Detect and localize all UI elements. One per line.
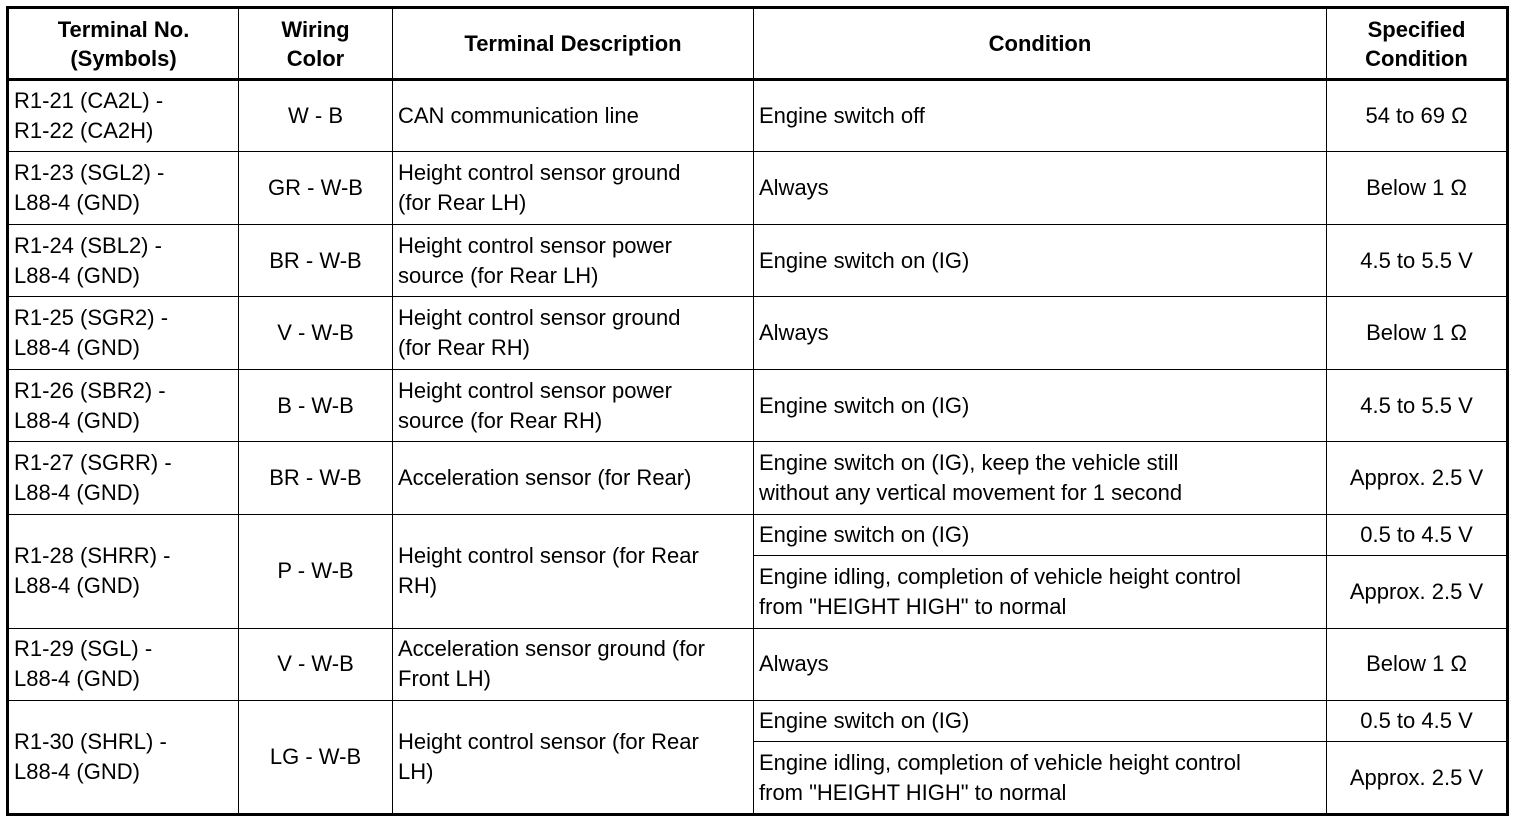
specified-condition-cell: 4.5 to 5.5 V [1327, 224, 1508, 296]
header-wiring-color: Wiring Color [239, 8, 393, 80]
condition-cell: Engine switch off [754, 80, 1327, 152]
terminal-cell: R1-30 (SHRL) - L88-4 (GND) [8, 701, 239, 815]
terminal-cell: R1-27 (SGRR) - L88-4 (GND) [8, 442, 239, 514]
condition-cell: Always [754, 152, 1327, 224]
specified-condition-cell: Approx. 2.5 V [1327, 442, 1508, 514]
table-row [8, 152, 1508, 224]
condition-cell: Engine idling, completion of vehicle height control from "HEIGHT HIGH" to normal [754, 742, 1327, 815]
header-terminal-description: Terminal Description [393, 8, 754, 80]
specified-condition-cell: Below 1 Ω [1327, 628, 1508, 700]
wiring-color-cell: LG - W-B [239, 701, 393, 815]
description-cell: Height control sensor ground (for Rear RH) [393, 297, 754, 369]
terminal-spec-table [6, 6, 1509, 816]
specified-condition-cell: 0.5 to 4.5 V [1327, 514, 1508, 555]
table-row [8, 369, 1508, 441]
specified-condition-cell: 4.5 to 5.5 V [1327, 369, 1508, 441]
specified-condition-cell: Below 1 Ω [1327, 152, 1508, 224]
specified-condition-cell: Approx. 2.5 V [1327, 556, 1508, 628]
terminal-cell: R1-28 (SHRR) - L88-4 (GND) [8, 514, 239, 628]
condition-cell: Always [754, 628, 1327, 700]
condition-cell: Engine switch on (IG) [754, 369, 1327, 441]
description-cell: Height control sensor power source (for Rear RH) [393, 369, 754, 441]
description-cell: Height control sensor (for Rear RH) [393, 514, 754, 628]
terminal-cell: R1-25 (SGR2) - L88-4 (GND) [8, 297, 239, 369]
wiring-color-cell: BR - W-B [239, 442, 393, 514]
condition-cell: Engine switch on (IG) [754, 514, 1327, 555]
table-row [8, 701, 1508, 742]
header-specified-condition: Specified Condition [1327, 8, 1508, 80]
description-cell: Height control sensor power source (for Rear LH) [393, 224, 754, 296]
table-row [8, 297, 1508, 369]
description-cell: Acceleration sensor ground (for Front LH) [393, 628, 754, 700]
specified-condition-cell: Below 1 Ω [1327, 297, 1508, 369]
specified-condition-cell: 54 to 69 Ω [1327, 80, 1508, 152]
wiring-color-cell: B - W-B [239, 369, 393, 441]
header-condition: Condition [754, 8, 1327, 80]
description-cell: Height control sensor ground (for Rear LH) [393, 152, 754, 224]
table-row [8, 628, 1508, 700]
header-terminal: Terminal No. (Symbols) [8, 8, 239, 80]
table-row [8, 514, 1508, 555]
condition-cell: Always [754, 297, 1327, 369]
wiring-color-cell: GR - W-B [239, 152, 393, 224]
terminal-cell: R1-26 (SBR2) - L88-4 (GND) [8, 369, 239, 441]
description-cell: Height control sensor (for Rear LH) [393, 701, 754, 815]
specified-condition-cell: 0.5 to 4.5 V [1327, 701, 1508, 742]
wiring-color-cell: P - W-B [239, 514, 393, 628]
condition-cell: Engine idling, completion of vehicle height control from "HEIGHT HIGH" to normal [754, 556, 1327, 628]
description-cell: CAN communication line [393, 80, 754, 152]
wiring-color-cell: V - W-B [239, 628, 393, 700]
terminal-cell: R1-21 (CA2L) - R1-22 (CA2H) [8, 80, 239, 152]
wiring-color-cell: BR - W-B [239, 224, 393, 296]
condition-cell: Engine switch on (IG) [754, 701, 1327, 742]
condition-cell: Engine switch on (IG), keep the vehicle still without any vertical movement for 1 second [754, 442, 1327, 514]
terminal-cell: R1-24 (SBL2) - L88-4 (GND) [8, 224, 239, 296]
table-row [8, 224, 1508, 296]
terminal-cell: R1-23 (SGL2) - L88-4 (GND) [8, 152, 239, 224]
table-row [8, 80, 1508, 152]
description-cell: Acceleration sensor (for Rear) [393, 442, 754, 514]
terminal-cell: R1-29 (SGL) - L88-4 (GND) [8, 628, 239, 700]
table-body [8, 80, 1508, 815]
specified-condition-cell: Approx. 2.5 V [1327, 742, 1508, 815]
condition-cell: Engine switch on (IG) [754, 224, 1327, 296]
header-row [8, 8, 1508, 80]
table-row [8, 442, 1508, 514]
wiring-color-cell: W - B [239, 80, 393, 152]
wiring-color-cell: V - W-B [239, 297, 393, 369]
